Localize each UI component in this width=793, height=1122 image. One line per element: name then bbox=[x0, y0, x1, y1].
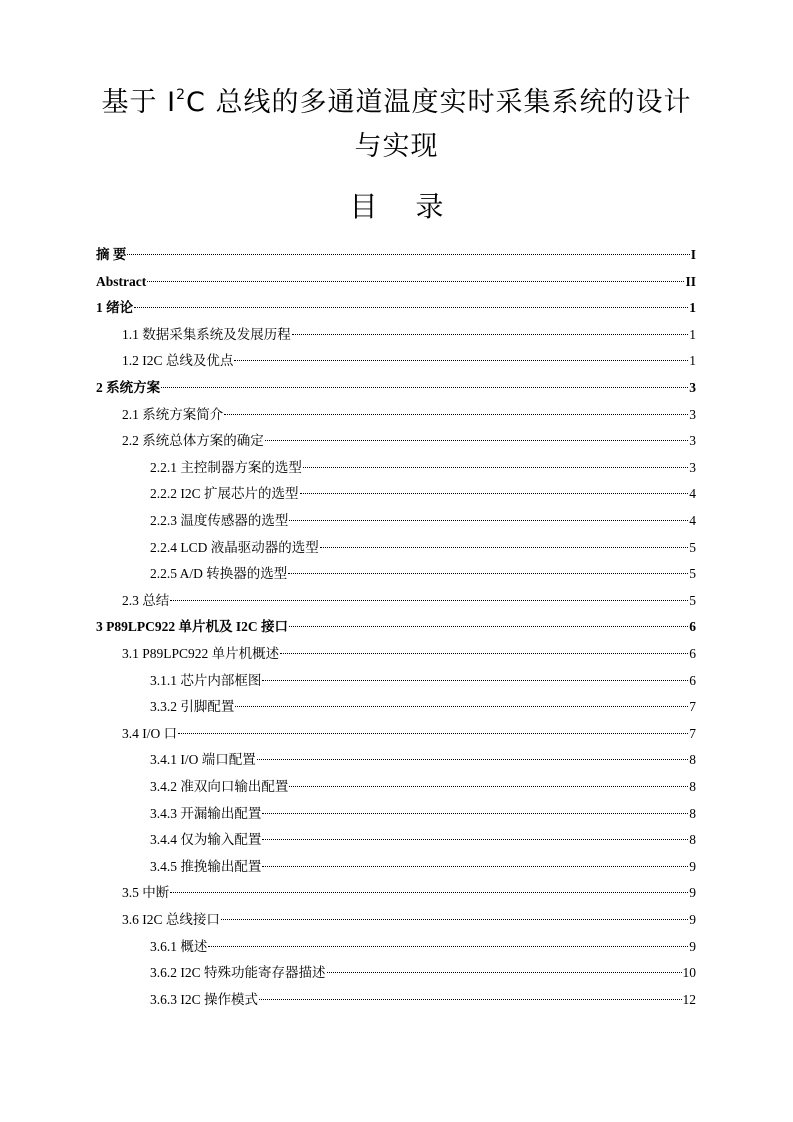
toc-dot-leader bbox=[289, 786, 688, 787]
toc-entry[interactable] bbox=[150, 484, 696, 504]
toc-entry-label: 3.3.2 引脚配置 bbox=[150, 699, 235, 715]
toc-entry-label: 1.2 I2C 总线及优点 bbox=[122, 353, 234, 369]
toc-entry-label: 3.6.1 概述 bbox=[150, 938, 208, 954]
toc-entry-label: 2.1 系统方案简介 bbox=[122, 406, 224, 422]
toc-entry-label: 1.1 数据采集系统及发展历程 bbox=[122, 326, 291, 342]
toc-entry-page: 8 bbox=[689, 805, 696, 821]
toc-entry-page: 8 bbox=[689, 779, 696, 794]
toc-entry-label: 2.2.1 主控制器方案的选型 bbox=[150, 459, 302, 475]
toc-dot-leader bbox=[221, 919, 688, 920]
toc-entry-label: 3.4.1 I/O 端口配置 bbox=[150, 752, 256, 768]
toc-entry-label: 2.2 系统总体方案的确定 bbox=[122, 433, 264, 449]
toc-dot-leader bbox=[300, 493, 689, 494]
toc-entry-page: 7 bbox=[689, 725, 696, 741]
toc-entry[interactable] bbox=[150, 777, 696, 797]
toc-entry[interactable] bbox=[96, 298, 696, 318]
toc-entry-page: 8 bbox=[689, 752, 696, 768]
title-prefix: 基于 I bbox=[101, 87, 177, 118]
toc-entry-page: 9 bbox=[689, 912, 696, 927]
toc-entry[interactable] bbox=[122, 724, 696, 744]
toc-entry[interactable] bbox=[150, 804, 696, 824]
toc-entry-label: 3.6 I2C 总线接口 bbox=[122, 912, 220, 927]
toc-dot-leader bbox=[234, 360, 688, 361]
document-title-line-1 bbox=[0, 80, 793, 119]
toc-entry-label: 2.2.2 I2C 扩展芯片的选型 bbox=[150, 486, 299, 502]
toc-entry[interactable] bbox=[122, 351, 696, 371]
toc-entry-page: 6 bbox=[689, 619, 696, 635]
document-title-line-2: 与实现 bbox=[354, 131, 439, 162]
toc-entry-page: 1 bbox=[689, 326, 696, 342]
toc-entry-label: 3.1.1 芯片内部框图 bbox=[150, 672, 262, 688]
toc-entry[interactable] bbox=[150, 830, 696, 850]
toc-entry-page: 4 bbox=[689, 513, 696, 528]
toc-entry-page: 5 bbox=[689, 592, 696, 608]
toc-entry-page: 1 bbox=[689, 353, 696, 369]
toc-entry-label: 3.6.2 I2C 特殊功能寄存器描述 bbox=[150, 965, 326, 981]
toc-entry-label: 3.4.3 开漏输出配置 bbox=[150, 805, 262, 821]
title-superscript: 2 bbox=[176, 87, 187, 103]
toc-dot-leader bbox=[178, 733, 688, 734]
toc-entry-label: 摘 要 bbox=[96, 247, 127, 262]
toc-entry-page: 12 bbox=[682, 991, 696, 1007]
toc-entry[interactable] bbox=[96, 617, 696, 637]
toc-entry-page: I bbox=[690, 247, 696, 262]
toc-entry-page: 9 bbox=[689, 858, 696, 874]
toc-dot-leader bbox=[320, 547, 689, 548]
toc-entry-label: 3.4 I/O 口 bbox=[122, 725, 178, 741]
toc-entry[interactable] bbox=[150, 458, 696, 478]
toc-entry-label: Abstract bbox=[96, 273, 147, 289]
toc-heading: 目录 bbox=[349, 190, 482, 223]
toc-dot-leader bbox=[127, 254, 689, 255]
toc-dot-leader bbox=[170, 892, 688, 893]
toc-entry-page: 8 bbox=[689, 832, 696, 848]
toc-entry-label: 2.2.4 LCD 液晶驱动器的选型 bbox=[150, 539, 319, 555]
toc-entry[interactable] bbox=[150, 671, 696, 691]
toc-entry-page: 9 bbox=[689, 885, 696, 901]
toc-entry[interactable] bbox=[150, 963, 696, 983]
toc-entry[interactable] bbox=[122, 405, 696, 425]
toc-dot-leader bbox=[161, 387, 688, 388]
toc-entry-label: 1 绪论 bbox=[96, 300, 134, 316]
toc-entry-page: 1 bbox=[689, 300, 696, 316]
toc-dot-leader bbox=[147, 281, 684, 282]
toc-dot-leader bbox=[289, 626, 688, 627]
toc-entry[interactable] bbox=[150, 511, 696, 531]
toc-entry-label: 3 P89LPC922 单片机及 I2C 接口 bbox=[96, 619, 288, 635]
toc-entry[interactable] bbox=[150, 990, 696, 1010]
toc-entry-page: 9 bbox=[689, 938, 696, 954]
toc-dot-leader bbox=[134, 307, 688, 308]
toc-entry-page: 3 bbox=[689, 459, 696, 475]
toc-entry[interactable] bbox=[150, 697, 696, 717]
toc-entry-label: 2.2.5 A/D 转换器的选型 bbox=[150, 566, 288, 582]
toc-entry-label: 3.6.3 I2C 操作模式 bbox=[150, 991, 258, 1007]
toc-entry[interactable] bbox=[96, 245, 696, 265]
toc-entry-label: 2.2.3 温度传感器的选型 bbox=[150, 513, 289, 528]
toc-entry-page: II bbox=[685, 273, 696, 289]
toc-entry-page: 3 bbox=[689, 433, 696, 449]
toc-entry-page: 6 bbox=[689, 646, 696, 661]
toc-dot-leader bbox=[262, 839, 688, 840]
toc-dot-leader bbox=[235, 706, 688, 707]
toc-entry[interactable] bbox=[122, 910, 696, 930]
toc-entry-page: 6 bbox=[689, 672, 696, 688]
title-suffix: C 总线的多通道温度实时采集系统的设计 bbox=[186, 87, 692, 118]
toc-dot-leader bbox=[303, 467, 688, 468]
toc-entry[interactable] bbox=[122, 883, 696, 903]
toc-dot-leader bbox=[208, 946, 688, 947]
toc-entry-label: 2.3 总结 bbox=[122, 592, 170, 608]
toc-entry[interactable] bbox=[122, 325, 696, 345]
toc-dot-leader bbox=[257, 759, 689, 760]
toc-dot-leader bbox=[327, 972, 682, 973]
toc-entry-page: 4 bbox=[689, 486, 696, 502]
toc-entry[interactable] bbox=[122, 431, 696, 451]
toc-entry-page: 3 bbox=[689, 406, 696, 422]
toc-dot-leader bbox=[170, 600, 688, 601]
toc-entry[interactable] bbox=[150, 750, 696, 770]
toc-entry-label: 3.5 中断 bbox=[122, 885, 170, 901]
toc-entry-page: 10 bbox=[682, 965, 696, 981]
toc-entry-label: 3.4.4 仅为输入配置 bbox=[150, 832, 262, 848]
toc-dot-leader bbox=[262, 680, 688, 681]
toc-dot-leader bbox=[265, 440, 689, 441]
toc-entry-page: 5 bbox=[689, 539, 696, 555]
toc-entry-label: 3.4.2 准双向口输出配置 bbox=[150, 779, 289, 794]
toc-entry-page: 3 bbox=[689, 380, 696, 395]
toc-entry[interactable] bbox=[122, 644, 696, 664]
toc-entry-label: 3.4.5 推挽输出配置 bbox=[150, 858, 262, 874]
toc-entry-label: 3.1 P89LPC922 单片机概述 bbox=[122, 646, 280, 661]
toc-entry[interactable] bbox=[96, 272, 696, 292]
toc-dot-leader bbox=[262, 813, 688, 814]
toc-entry[interactable] bbox=[122, 591, 696, 611]
toc-dot-leader bbox=[262, 866, 688, 867]
toc-dot-leader bbox=[280, 653, 688, 654]
toc-entry-label: 2 系统方案 bbox=[96, 380, 161, 395]
toc-dot-leader bbox=[289, 520, 688, 521]
toc-dot-leader bbox=[259, 999, 682, 1000]
toc-entry[interactable] bbox=[150, 538, 696, 558]
toc-entry[interactable] bbox=[150, 564, 696, 584]
toc-dot-leader bbox=[224, 414, 688, 415]
toc-dot-leader bbox=[288, 573, 688, 574]
toc-entry-page: 7 bbox=[689, 699, 696, 715]
toc-dot-leader bbox=[292, 334, 689, 335]
toc-entry[interactable] bbox=[150, 857, 696, 877]
toc-entry[interactable] bbox=[96, 378, 696, 398]
toc-entry[interactable] bbox=[150, 937, 696, 957]
toc-entry-page: 5 bbox=[689, 566, 696, 582]
